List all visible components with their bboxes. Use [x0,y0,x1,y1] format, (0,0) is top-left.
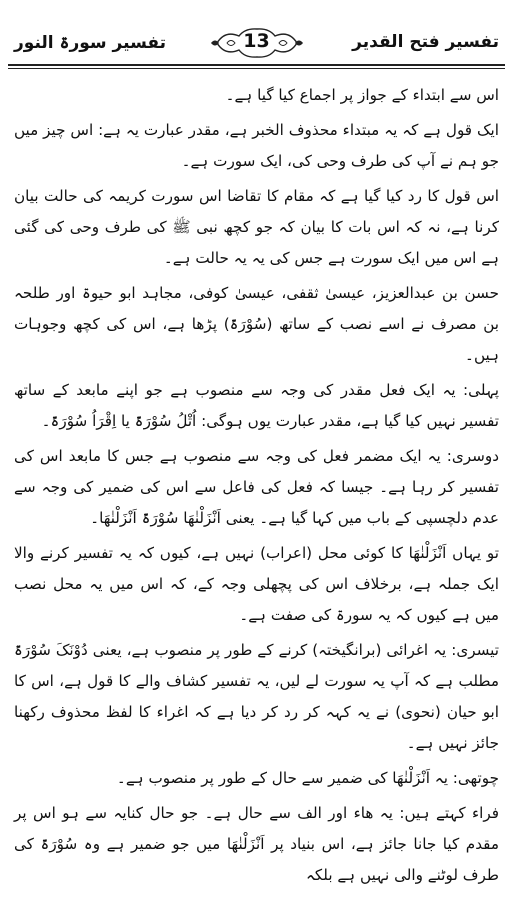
paragraph: چوتھی: یہ اَنْزَلْنٰھَا کی ضمیر سے حال کے طور پر منصوب ہے۔ [116,769,499,787]
paragraph: حسن بن عبدالعزیز، عیسیٰ ثقفی، عیسیٰ کوفی، مجاہد ابو حیوۃ اور طلحہ بن مصرف نے اسے نصب کے ساتھ (سُوْرَۃً) پڑھا ہے، اس کی کچھ وجوہات ہیں۔ [14,284,499,364]
paragraph: تو یہاں اَنْزَلْنٰھَا کا کوئی محل (اعراب) نہیں ہے، کیوں کہ یہ تفسیر کرنے والا ایک جملہ ہے، برخلاف اس کی پچھلی وجہ کے، کہ اس میں یہ محل نصب میں ہے کیوں کہ یہ سورۃ کی صفت ہے۔ [14,544,499,624]
paragraph: اس سے ابتداء کے جواز پر اجماع کیا گیا ہے۔ [225,86,499,104]
page-number-ornament [209,26,305,60]
book-title: تفسیر فتح القدیر [352,32,499,52]
surah-title: تفسیر سورۃ النور [14,33,166,53]
page-header [8,30,505,66]
paragraph: فراء کہتے ہیں: یہ ھاء اور الف سے حال ہے۔ جو حال کنایہ سے ہو اس پر مقدم کیا جانا جائز ہے، اس بنیاد پر اَنْزَلْنٰھَا میں جو ضمیر ہے وہ سُوْرَۃً کی طرف لوٹنے والی نہیں ہے بلکہ [14,804,499,884]
paragraph: اس قول کا رد کیا گیا ہے کہ مقام کا تقاضا اس سورت کریمہ کی حالت بیان کرنا ہے، نہ کہ اس بات کا بیان کہ جو کچھ نبی ﷺ کی طرف وحی کی گئی ہے اس میں ایک سورت ہے جس کی یہ یہ حالت ہے۔ [14,187,499,267]
page-body [14,80,499,895]
page-number: 13 [243,30,270,52]
header-rule [8,64,505,66]
header-rule-thin [8,68,505,69]
paragraph: ایک قول ہے کہ یہ مبتداء محذوف الخبر ہے، مقدر عبارت یہ ہے: اس چیز میں جو ہم نے آپ کی طرف وحی کی، ایک سورت ہے۔ [14,121,499,170]
paragraph: پہلی: یہ ایک فعل مقدر کی وجہ سے منصوب ہے جو اپنے مابعد کے ساتھ تفسیر نہیں کیا گیا ہے، مقدر عبارت یوں ہوگی: اُتْلُ سُوْرَۃً یا اِقْرَاُ سُوْرَۃً۔ [14,381,499,430]
paragraph: دوسری: یہ ایک مضمر فعل کی وجہ سے منصوب ہے جس کا مابعد اس کی تفسیر کر رہا ہے۔ جیسا کہ فعل کی فاعل سے اس کی ضمیر کی وجہ سے عدم دلچسپی کے باب میں کہا گیا ہے۔ یعنی اَنْزَلْنٰھَا سُوْرَۃً اَنْزَلْنٰھَا۔ [14,447,499,527]
paragraph: تیسری: یہ اغرائی (برانگیختہ) کرنے کے طور پر منصوب ہے، یعنی دُوْنَکَ سُوْرَۃً مطلب ہے کہ آپ یہ سورت لے لیں، یہ تفسیر کشاف والے کا قول ہے، اس کا ابو حیان (نحوی) نے یہ کہہ کر رد کر دیا ہے کہ اغراء کا لفظ محذوف رکھنا جائز نہیں ہے۔ [14,641,499,752]
